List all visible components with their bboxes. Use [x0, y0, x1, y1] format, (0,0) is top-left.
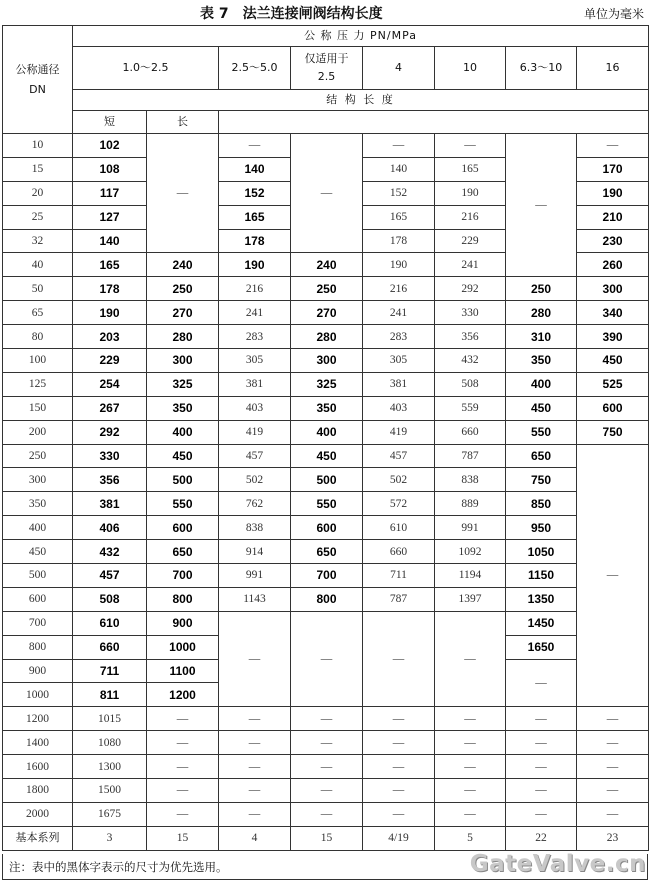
- p25-50-cell: 1143: [219, 587, 291, 611]
- p10-cell: 165: [435, 157, 506, 181]
- p4-cell: —: [363, 755, 435, 779]
- p10-cell: 508: [435, 372, 506, 396]
- pressure-4: 4: [363, 47, 435, 90]
- p10-cell: 1397: [435, 587, 506, 611]
- long-length-cell: 450: [147, 444, 219, 468]
- basic-series-label: 基本系列: [3, 826, 73, 850]
- only25-cell: 250: [291, 277, 363, 301]
- p63-cell: —: [506, 707, 577, 731]
- p63-cell: 350: [506, 349, 577, 373]
- dn-header: 公称通径 DN: [3, 26, 73, 134]
- long-length-cell: 1200: [147, 683, 219, 707]
- p10-cell: 1092: [435, 540, 506, 564]
- p10-cell: 229: [435, 229, 506, 253]
- short-length-cell: 140: [73, 229, 147, 253]
- p63-cell: 280: [506, 301, 577, 325]
- p4-cell: 572: [363, 492, 435, 516]
- long-length-cell: —: [147, 707, 219, 731]
- only25-cell: —: [291, 779, 363, 803]
- p25-50-cell: —: [219, 779, 291, 803]
- dn-cell: 500: [3, 564, 73, 588]
- short-length-cell: 165: [73, 253, 147, 277]
- pressure-2_5-5_0: 2.5～5.0: [219, 47, 291, 90]
- long-length-cell: 650: [147, 540, 219, 564]
- table-row: [3, 420, 649, 444]
- p25-50-cell: 283: [219, 325, 291, 349]
- p16-cell: 525: [577, 372, 649, 396]
- dn-cell: 65: [3, 301, 73, 325]
- table-row: [3, 492, 649, 516]
- p4-cell: —: [363, 611, 435, 707]
- p16-cell: —: [577, 802, 649, 826]
- table-row: [3, 611, 649, 635]
- length-header: 结 构 长 度: [73, 90, 649, 111]
- p25-50-cell: —: [219, 731, 291, 755]
- p4-cell: 165: [363, 205, 435, 229]
- p16-cell: —: [577, 134, 649, 158]
- table-row: [3, 564, 649, 588]
- pressure-10: 10: [435, 47, 506, 90]
- table-row: [3, 587, 649, 611]
- dn-cell: 150: [3, 396, 73, 420]
- short-length-cell: 330: [73, 444, 147, 468]
- p25-50-cell: 502: [219, 468, 291, 492]
- p16-cell: 170: [577, 157, 649, 181]
- only25-cell: 700: [291, 564, 363, 588]
- p10-cell: 559: [435, 396, 506, 420]
- p63-cell: —: [506, 755, 577, 779]
- table-row: [3, 444, 649, 468]
- p63-cell: —: [506, 731, 577, 755]
- long-length-cell: —: [147, 731, 219, 755]
- watermark-logo: GateValve.cn: [469, 851, 646, 877]
- only25-cell: 280: [291, 325, 363, 349]
- table-row: [3, 826, 649, 850]
- p10-cell: 292: [435, 277, 506, 301]
- dn-cell: 450: [3, 540, 73, 564]
- p25-50-cell: 140: [219, 157, 291, 181]
- short-length-cell: 381: [73, 492, 147, 516]
- p4-cell: 660: [363, 540, 435, 564]
- dn-cell: 400: [3, 516, 73, 540]
- p63-cell: 310: [506, 325, 577, 349]
- unit-note: 单位为毫米: [583, 7, 644, 21]
- p4-cell: 305: [363, 349, 435, 373]
- p63-cell: 1650: [506, 635, 577, 659]
- p10-cell: —: [435, 134, 506, 158]
- dn-cell: 800: [3, 635, 73, 659]
- p10-cell: —: [435, 707, 506, 731]
- p63-cell: 850: [506, 492, 577, 516]
- p10-cell: 991: [435, 516, 506, 540]
- dn-cell: 1800: [3, 779, 73, 803]
- p10-cell: 241: [435, 253, 506, 277]
- pressure-header: 公 称 压 力 PN/MPa: [73, 26, 649, 47]
- table-row: [3, 372, 649, 396]
- p63-cell: —: [506, 659, 577, 707]
- p4-cell: 403: [363, 396, 435, 420]
- long-length-cell: 300: [147, 349, 219, 373]
- table-row: [3, 277, 649, 301]
- short-length-cell: 190: [73, 301, 147, 325]
- p4-cell: 787: [363, 587, 435, 611]
- short-length-cell: 102: [73, 134, 147, 158]
- p10-cell: 356: [435, 325, 506, 349]
- p4-cell: 190: [363, 253, 435, 277]
- dn-cell: 1400: [3, 731, 73, 755]
- p25-50-cell: 165: [219, 205, 291, 229]
- p16-cell: —: [577, 731, 649, 755]
- p10-cell: 660: [435, 420, 506, 444]
- only25-cell: 325: [291, 372, 363, 396]
- table-row: [3, 301, 649, 325]
- table-row: [3, 111, 649, 134]
- table-row: [3, 396, 649, 420]
- p16-cell: 390: [577, 325, 649, 349]
- p16-cell: 750: [577, 420, 649, 444]
- p63-cell: 1050: [506, 540, 577, 564]
- p10-cell: —: [435, 731, 506, 755]
- short-length-cell: 432: [73, 540, 147, 564]
- p63-cell: —: [506, 802, 577, 826]
- only25-cell: 350: [291, 396, 363, 420]
- p16-cell: 210: [577, 205, 649, 229]
- p25-50-cell: 305: [219, 349, 291, 373]
- short-length-cell: 508: [73, 587, 147, 611]
- p4-cell: 178: [363, 229, 435, 253]
- long-length-cell: 250: [147, 277, 219, 301]
- short-length-cell: 406: [73, 516, 147, 540]
- p25-50-cell: —: [219, 707, 291, 731]
- only25-cell: 450: [291, 444, 363, 468]
- p63-cell: 450: [506, 396, 577, 420]
- p63-cell: 750: [506, 468, 577, 492]
- only25-cell: 800: [291, 587, 363, 611]
- table-row: [3, 47, 649, 90]
- p25-50-cell: 216: [219, 277, 291, 301]
- long-length-cell: 1000: [147, 635, 219, 659]
- p63-cell: 1450: [506, 611, 577, 635]
- p16-cell: —: [577, 444, 649, 707]
- short-length-cell: 711: [73, 659, 147, 683]
- p10-cell: —: [435, 779, 506, 803]
- p25-50-cell: 762: [219, 492, 291, 516]
- long-length-cell: 325: [147, 372, 219, 396]
- dn-cell: 40: [3, 253, 73, 277]
- p25-50-cell: 991: [219, 564, 291, 588]
- only25-cell: 650: [291, 540, 363, 564]
- p4-cell: 502: [363, 468, 435, 492]
- p63-cell: 250: [506, 277, 577, 301]
- table-row: [3, 516, 649, 540]
- basic-series-cell: 4/19: [363, 826, 435, 850]
- p16-cell: 300: [577, 277, 649, 301]
- basic-series-cell: 23: [577, 826, 649, 850]
- table-row: [3, 779, 649, 803]
- p25-50-cell: 914: [219, 540, 291, 564]
- p4-cell: 610: [363, 516, 435, 540]
- p4-cell: 152: [363, 181, 435, 205]
- short-length-cell: 229: [73, 349, 147, 373]
- p25-50-cell: 419: [219, 420, 291, 444]
- p16-cell: —: [577, 707, 649, 731]
- p25-50-cell: —: [219, 134, 291, 158]
- footnote-text: 注：表中的黑体字表示的尺寸为优先选用。: [9, 860, 228, 874]
- p16-cell: 450: [577, 349, 649, 373]
- short-length-cell: 1080: [73, 731, 147, 755]
- p10-cell: 190: [435, 181, 506, 205]
- p25-50-cell: 838: [219, 516, 291, 540]
- only25-cell: —: [291, 611, 363, 707]
- dn-cell: 50: [3, 277, 73, 301]
- p16-cell: 230: [577, 229, 649, 253]
- p10-cell: —: [435, 611, 506, 707]
- only25-cell: 240: [291, 253, 363, 277]
- p63-cell: 950: [506, 516, 577, 540]
- p63-cell: 550: [506, 420, 577, 444]
- long-length-cell: —: [147, 134, 219, 253]
- basic-series-cell: 15: [291, 826, 363, 850]
- only25-cell: 300: [291, 349, 363, 373]
- dn-cell: 25: [3, 205, 73, 229]
- dn-cell: 1600: [3, 755, 73, 779]
- short-length-cell: 127: [73, 205, 147, 229]
- basic-series-cell: 22: [506, 826, 577, 850]
- dn-cell: 32: [3, 229, 73, 253]
- long-length-cell: 1100: [147, 659, 219, 683]
- long-length-cell: —: [147, 779, 219, 803]
- p25-50-cell: 190: [219, 253, 291, 277]
- basic-series-cell: 3: [73, 826, 147, 850]
- p16-cell: 340: [577, 301, 649, 325]
- long-length-cell: —: [147, 755, 219, 779]
- long-length-cell: 270: [147, 301, 219, 325]
- dn-cell: 100: [3, 349, 73, 373]
- p10-cell: —: [435, 802, 506, 826]
- dn-cell: 125: [3, 372, 73, 396]
- table-row: [3, 468, 649, 492]
- dn-cell: 350: [3, 492, 73, 516]
- p16-cell: 600: [577, 396, 649, 420]
- p16-cell: —: [577, 779, 649, 803]
- dn-cell: 700: [3, 611, 73, 635]
- p10-cell: 432: [435, 349, 506, 373]
- p63-cell: 1150: [506, 564, 577, 588]
- p4-cell: 457: [363, 444, 435, 468]
- p4-cell: 419: [363, 420, 435, 444]
- p10-cell: 787: [435, 444, 506, 468]
- dn-cell: 200: [3, 420, 73, 444]
- p25-50-cell: 178: [219, 229, 291, 253]
- table-row: [3, 90, 649, 111]
- basic-series-cell: 15: [147, 826, 219, 850]
- p4-cell: 140: [363, 157, 435, 181]
- dn-cell: 20: [3, 181, 73, 205]
- p4-cell: —: [363, 707, 435, 731]
- p25-50-cell: —: [219, 802, 291, 826]
- basic-series-cell: 5: [435, 826, 506, 850]
- long-length-cell: 350: [147, 396, 219, 420]
- pressure-6_3-10: 6.3～10: [506, 47, 577, 90]
- short-length-cell: 1015: [73, 707, 147, 731]
- short-length-cell: 1500: [73, 779, 147, 803]
- p25-50-cell: 241: [219, 301, 291, 325]
- p25-50-cell: 152: [219, 181, 291, 205]
- short-length-cell: 457: [73, 564, 147, 588]
- long-length-cell: 600: [147, 516, 219, 540]
- p16-cell: —: [577, 755, 649, 779]
- p4-cell: —: [363, 802, 435, 826]
- only25-cell: 500: [291, 468, 363, 492]
- p10-cell: 216: [435, 205, 506, 229]
- short-length-cell: 1675: [73, 802, 147, 826]
- table-row: [3, 755, 649, 779]
- short-length-cell: 292: [73, 420, 147, 444]
- pressure-1_0-2_5: 1.0～2.5: [73, 47, 219, 90]
- long-length-cell: 700: [147, 564, 219, 588]
- p10-cell: 330: [435, 301, 506, 325]
- long-length-cell: 900: [147, 611, 219, 635]
- p4-cell: 216: [363, 277, 435, 301]
- short-length-cell: 660: [73, 635, 147, 659]
- dn-cell: 1200: [3, 707, 73, 731]
- p4-cell: —: [363, 134, 435, 158]
- dn-cell: 300: [3, 468, 73, 492]
- long-length-cell: 400: [147, 420, 219, 444]
- table-row: [3, 349, 649, 373]
- table-row: [3, 707, 649, 731]
- pressure-16: 16: [577, 47, 649, 90]
- long-header: 长: [147, 111, 219, 134]
- p63-cell: —: [506, 779, 577, 803]
- only25-cell: 550: [291, 492, 363, 516]
- dn-cell: 10: [3, 134, 73, 158]
- long-length-cell: 280: [147, 325, 219, 349]
- only25-cell: —: [291, 802, 363, 826]
- dn-cell: 80: [3, 325, 73, 349]
- p10-cell: 889: [435, 492, 506, 516]
- dn-cell: 250: [3, 444, 73, 468]
- long-length-cell: 550: [147, 492, 219, 516]
- p10-cell: 838: [435, 468, 506, 492]
- dn-cell: 600: [3, 587, 73, 611]
- only25-cell: 400: [291, 420, 363, 444]
- p10-cell: 1194: [435, 564, 506, 588]
- p63-cell: 400: [506, 372, 577, 396]
- p25-50-cell: —: [219, 611, 291, 707]
- p4-cell: 711: [363, 564, 435, 588]
- p4-cell: —: [363, 779, 435, 803]
- p25-50-cell: 381: [219, 372, 291, 396]
- long-length-cell: 800: [147, 587, 219, 611]
- p25-50-cell: 457: [219, 444, 291, 468]
- p63-cell: —: [506, 134, 577, 277]
- short-length-cell: 117: [73, 181, 147, 205]
- short-length-cell: 610: [73, 611, 147, 635]
- table-title: 表 7 法兰连接闸阀结构长度: [200, 6, 383, 22]
- short-length-cell: 178: [73, 277, 147, 301]
- dn-cell: 15: [3, 157, 73, 181]
- only25-cell: 600: [291, 516, 363, 540]
- table-row: [3, 802, 649, 826]
- header-blank: [219, 111, 649, 134]
- dn-cell: 900: [3, 659, 73, 683]
- only25-cell: —: [291, 134, 363, 253]
- table-row: [3, 731, 649, 755]
- dn-cell: 2000: [3, 802, 73, 826]
- table-row: [3, 134, 649, 158]
- p16-cell: 260: [577, 253, 649, 277]
- pressure-only-2_5: 仅适用于 2.5: [291, 47, 363, 90]
- table-row: [3, 540, 649, 564]
- long-length-cell: 500: [147, 468, 219, 492]
- p16-cell: 190: [577, 181, 649, 205]
- flange-gate-valve-length-table: [2, 25, 649, 851]
- table-caption: [0, 0, 652, 26]
- p4-cell: —: [363, 731, 435, 755]
- only25-cell: 270: [291, 301, 363, 325]
- only25-cell: —: [291, 731, 363, 755]
- table-row: [3, 26, 649, 47]
- short-length-cell: 203: [73, 325, 147, 349]
- p25-50-cell: —: [219, 755, 291, 779]
- short-header: 短: [73, 111, 147, 134]
- table-row: [3, 325, 649, 349]
- short-length-cell: 811: [73, 683, 147, 707]
- p63-cell: 1350: [506, 587, 577, 611]
- p4-cell: 283: [363, 325, 435, 349]
- basic-series-cell: 4: [219, 826, 291, 850]
- short-length-cell: 108: [73, 157, 147, 181]
- p4-cell: 381: [363, 372, 435, 396]
- p10-cell: —: [435, 755, 506, 779]
- short-length-cell: 356: [73, 468, 147, 492]
- short-length-cell: 254: [73, 372, 147, 396]
- long-length-cell: —: [147, 802, 219, 826]
- dn-cell: 1000: [3, 683, 73, 707]
- long-length-cell: 240: [147, 253, 219, 277]
- p25-50-cell: 403: [219, 396, 291, 420]
- short-length-cell: 267: [73, 396, 147, 420]
- short-length-cell: 1300: [73, 755, 147, 779]
- only25-cell: —: [291, 707, 363, 731]
- p63-cell: 650: [506, 444, 577, 468]
- p4-cell: 241: [363, 301, 435, 325]
- only25-cell: —: [291, 755, 363, 779]
